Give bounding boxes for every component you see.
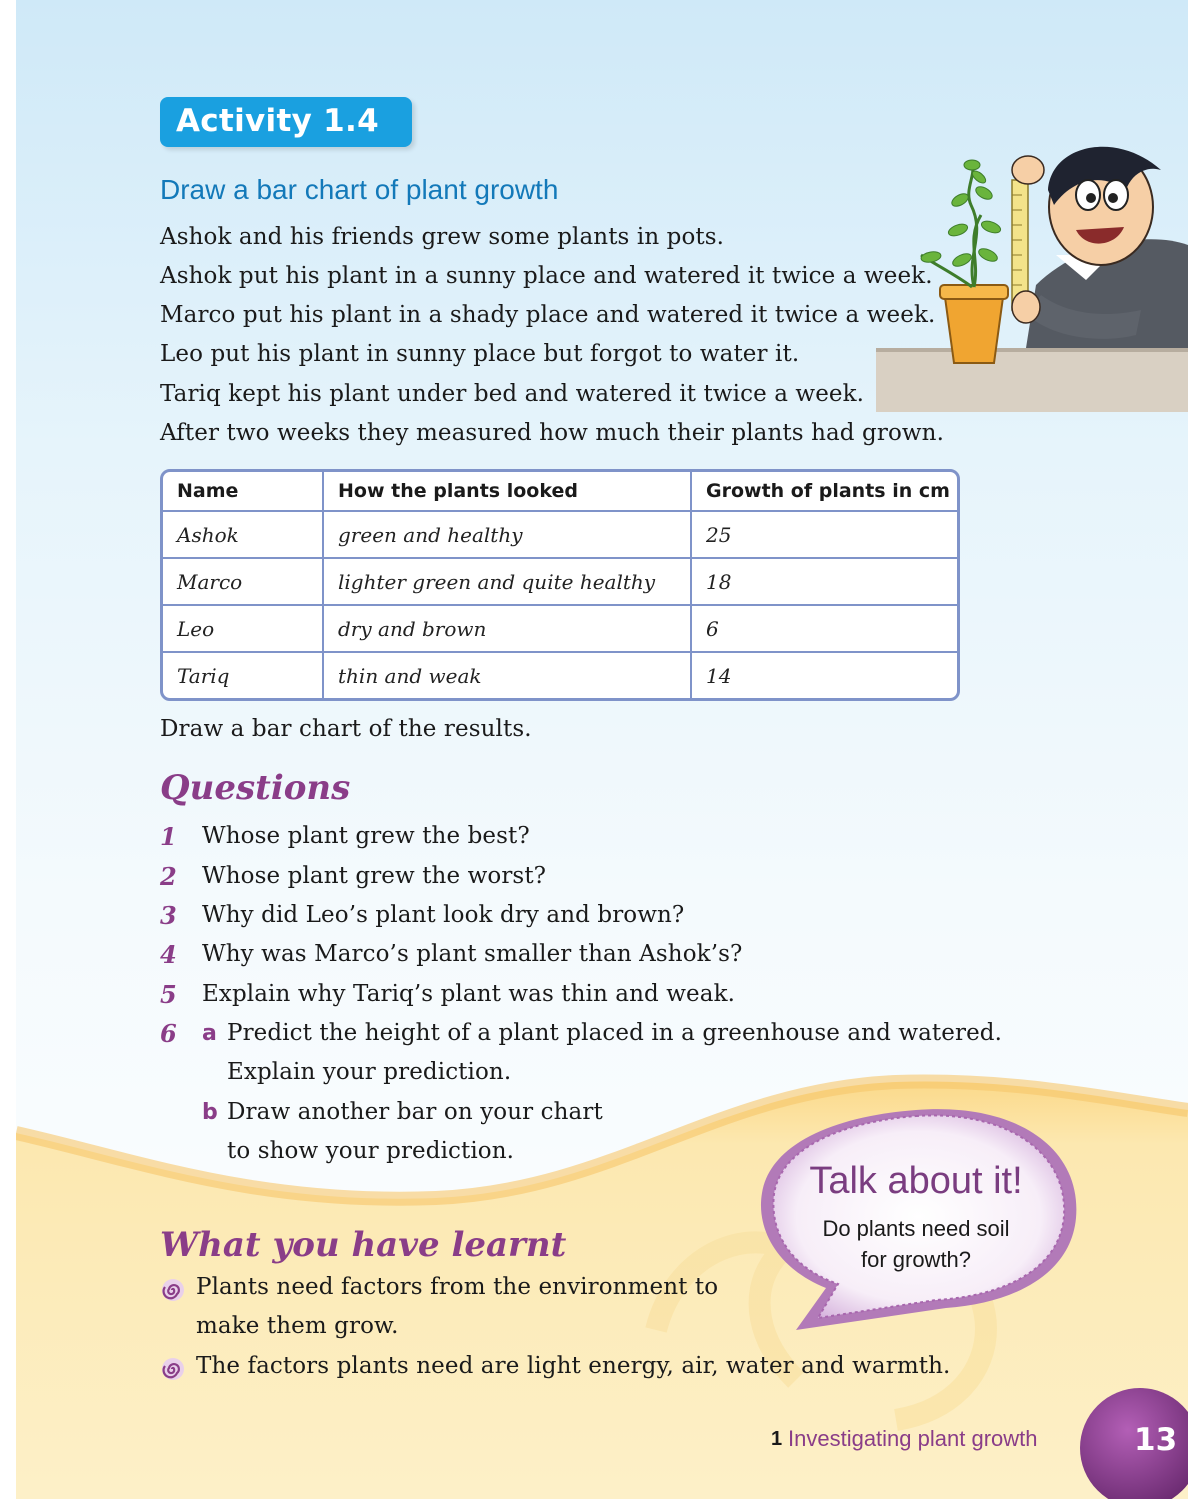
column-header: Growth of plants in cm — [692, 472, 957, 512]
talk-line: Do plants need soil — [822, 1216, 1010, 1241]
question-text: Whose plant grew the best? — [202, 823, 530, 849]
intro-line: Ashok and his friends grew some plants in pots. — [160, 224, 725, 250]
talk-line: for growth? — [860, 1247, 972, 1272]
intro-line: Tariq kept his plant under bed and watered it twice a week. — [160, 381, 865, 407]
question-text: Why was Marco’s plant smaller than Ashok’s? — [202, 941, 743, 967]
table-cell-appearance: lighter green and quite healthy — [324, 559, 692, 606]
table-row — [163, 512, 957, 559]
question-part-letter: b — [202, 1100, 218, 1125]
boy-measuring-plant-illustration — [876, 135, 1188, 413]
growth-table — [160, 469, 960, 701]
learnt-heading: What you have learnt — [160, 1225, 567, 1265]
question-text: to show your prediction. — [227, 1138, 515, 1164]
activity-badge — [160, 97, 412, 147]
activity-badge-label: Activity 1.4 — [176, 103, 379, 139]
table-row — [163, 606, 957, 653]
table-cell-growth: 25 — [692, 512, 957, 559]
talk-about-it-title: Talk about it! — [809, 1160, 1023, 1202]
question-text: Whose plant grew the worst? — [202, 863, 547, 889]
intro-line: Ashok put his plant in a sunny place and watered it twice a week. — [160, 263, 933, 289]
table-cell-growth: 14 — [706, 663, 732, 688]
question-number: 1 — [160, 822, 177, 851]
question-number: 3 — [160, 901, 177, 930]
intro-line: Leo put his plant in sunny place but forgot to water it. — [160, 341, 800, 367]
talk-about-it-body — [786, 1213, 1046, 1275]
table-cell-name: Tariq — [163, 653, 324, 698]
intro-line: After two weeks they measured how much their plants had grown. — [160, 420, 944, 446]
question-number: 5 — [160, 980, 177, 1009]
table-cell-appearance: thin and weak — [324, 653, 692, 698]
table-cell-name: Leo — [163, 606, 324, 653]
instruction-text: Draw a bar chart of the results. — [160, 716, 532, 742]
question-number: 2 — [160, 862, 177, 891]
activity-subheading: Draw a bar chart of plant growth — [160, 174, 559, 205]
table-header-row — [163, 472, 957, 512]
column-header: How the plants looked — [324, 472, 692, 512]
spiral-bullet-icon — [160, 1277, 186, 1303]
questions-heading: Questions — [160, 768, 351, 808]
column-header: Name — [163, 472, 324, 512]
table-cell-growth: 18 — [692, 559, 957, 606]
question-text: Explain why Tariq’s plant was thin and weak. — [202, 981, 736, 1007]
table-cell-name: Ashok — [163, 512, 324, 559]
chapter-title: Investigating plant growth — [788, 1426, 1038, 1451]
table-cell-growth: 6 — [692, 606, 957, 653]
question-text: Draw another bar on your chart — [227, 1099, 603, 1125]
chapter-number: 1 — [771, 1428, 783, 1450]
learnt-point: Plants need factors from the environment to — [196, 1274, 719, 1300]
page-number: 13 — [1134, 1422, 1178, 1458]
question-text: Predict the height of a plant placed in a greenhouse and watered. — [227, 1020, 1003, 1046]
question-text: Explain your prediction. — [227, 1059, 512, 1085]
table-cell-name: Marco — [163, 559, 324, 606]
question-number: 6 — [160, 1019, 177, 1048]
question-part-letter: a — [202, 1021, 217, 1046]
learnt-point: make them grow. — [196, 1313, 399, 1339]
table-cell-appearance: green and healthy — [324, 512, 692, 559]
spiral-bullet-icon — [160, 1356, 186, 1382]
page — [16, 0, 1188, 1499]
question-number: 4 — [160, 940, 177, 969]
table-row — [163, 653, 957, 698]
intro-line: Marco put his plant in a shady place and watered it twice a week. — [160, 302, 936, 328]
learnt-point: The factors plants need are light energy, air, water and warmth. — [196, 1353, 951, 1379]
table-row — [163, 559, 957, 606]
table-cell-appearance: dry and brown — [324, 606, 692, 653]
question-text: Why did Leo’s plant look dry and brown? — [202, 902, 685, 928]
